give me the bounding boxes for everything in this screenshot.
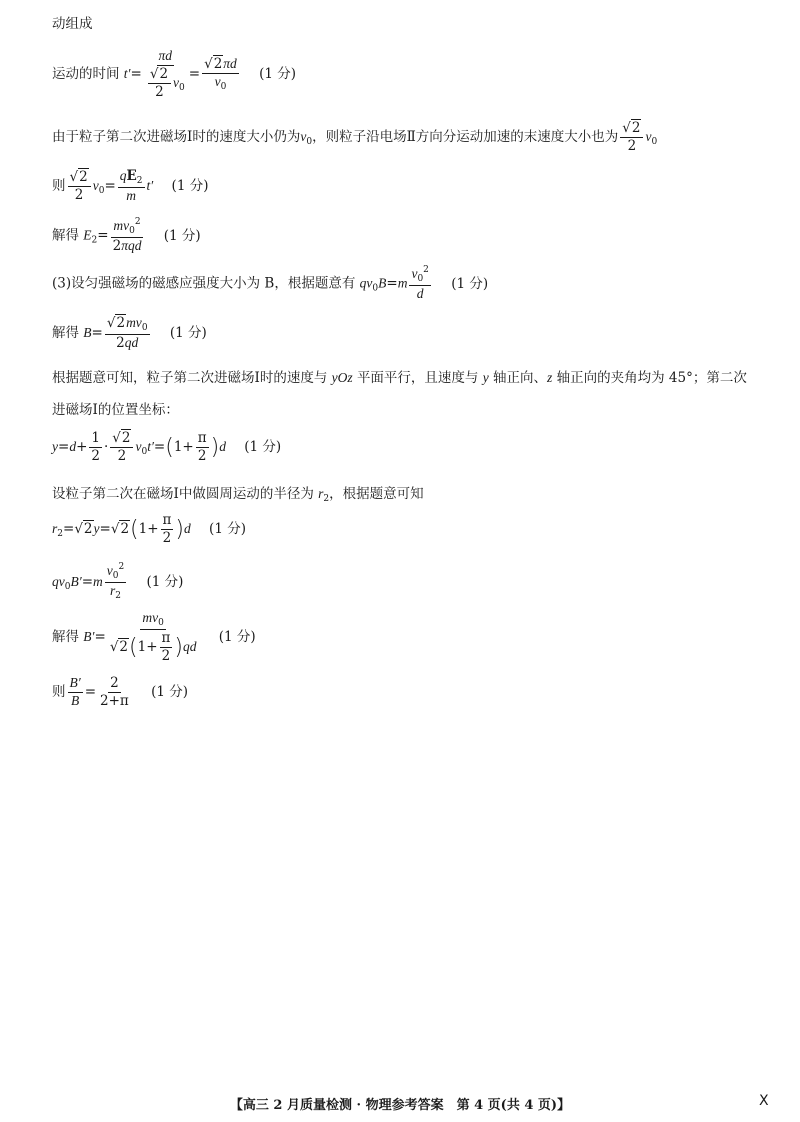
- text-line: 动组成: [52, 16, 93, 32]
- equation-y-coordinate: y=d+ $\frac{1}{2}$ · $\frac{√2}{2}$ $v_0t'=(1+$ $\frac{\pi}{2}$ )d (1 分): [52, 430, 282, 464]
- text-line: 根据题意可知，粒子第二次进磁场Ⅰ时的速度与 yOz 平面平行，且速度与 y 轴正向、z 轴正向的夹角均为 45°；第二次: [52, 370, 747, 386]
- equation-b: 解得 B= $\frac{√2mv_0}{2qd}$ (1 分): [52, 315, 207, 352]
- text-line: 由于粒子第二次进磁场Ⅰ时的速度大小仍为$v_0$，则粒子沿电场Ⅱ方向分运动加速的末速度大小也为 $\frac{√2}{2}$ $v_0$: [52, 120, 658, 154]
- page-footer: 【高三 2 月质量检测 · 物理参考答案 第 4 页(共 4 页)】: [229, 1098, 571, 1113]
- equation-e2: 解得 $E_2=$ $\frac{mv_0^2}{\text{2πqd}}$ (1 分): [52, 217, 201, 255]
- equation-b-condition: (3)设匀强磁场的磁感应强度大小为 B，根据题意有 $qv_0B=m$ $\frac{v_0^2}{d}$ (1 分): [52, 265, 489, 302]
- text-line: 进磁场Ⅰ的位置坐标：: [52, 402, 179, 418]
- text-line: 设粒子第二次在磁场Ⅰ中做圆周运动的半径为 $r_2$，根据题意可知: [52, 486, 424, 504]
- equation-velocity: 则 $\frac{√2}{2}$ $v_0=$ $\frac{qE_2}{m}$ t′ (1 分): [52, 168, 209, 204]
- equation-b-prime: 解得 B′= $mv_0$ √2(1+ $\frac{\pi}{2}$ )qd (1 分): [52, 610, 256, 665]
- equation-time: 运动的时间 t′= πd $\frac{√2}{2}$ $v_0$ = $\frac{√2\pi d}{v_0}$ (1 分): [52, 48, 297, 100]
- equation-b-prime-condition: $qv_0B'=m$ $\frac{v_0^2}{r_2}$ (1 分): [52, 562, 184, 602]
- equation-ratio: 则 $\frac{B'}{B}$ = $\frac{2}{2+\pi}$ (1 分): [52, 675, 189, 709]
- corner-mark: X: [759, 1093, 769, 1109]
- equation-r2: $r_2=√2y=√2(1+$ $\frac{\pi}{2}$ )d (1 分): [52, 512, 246, 546]
